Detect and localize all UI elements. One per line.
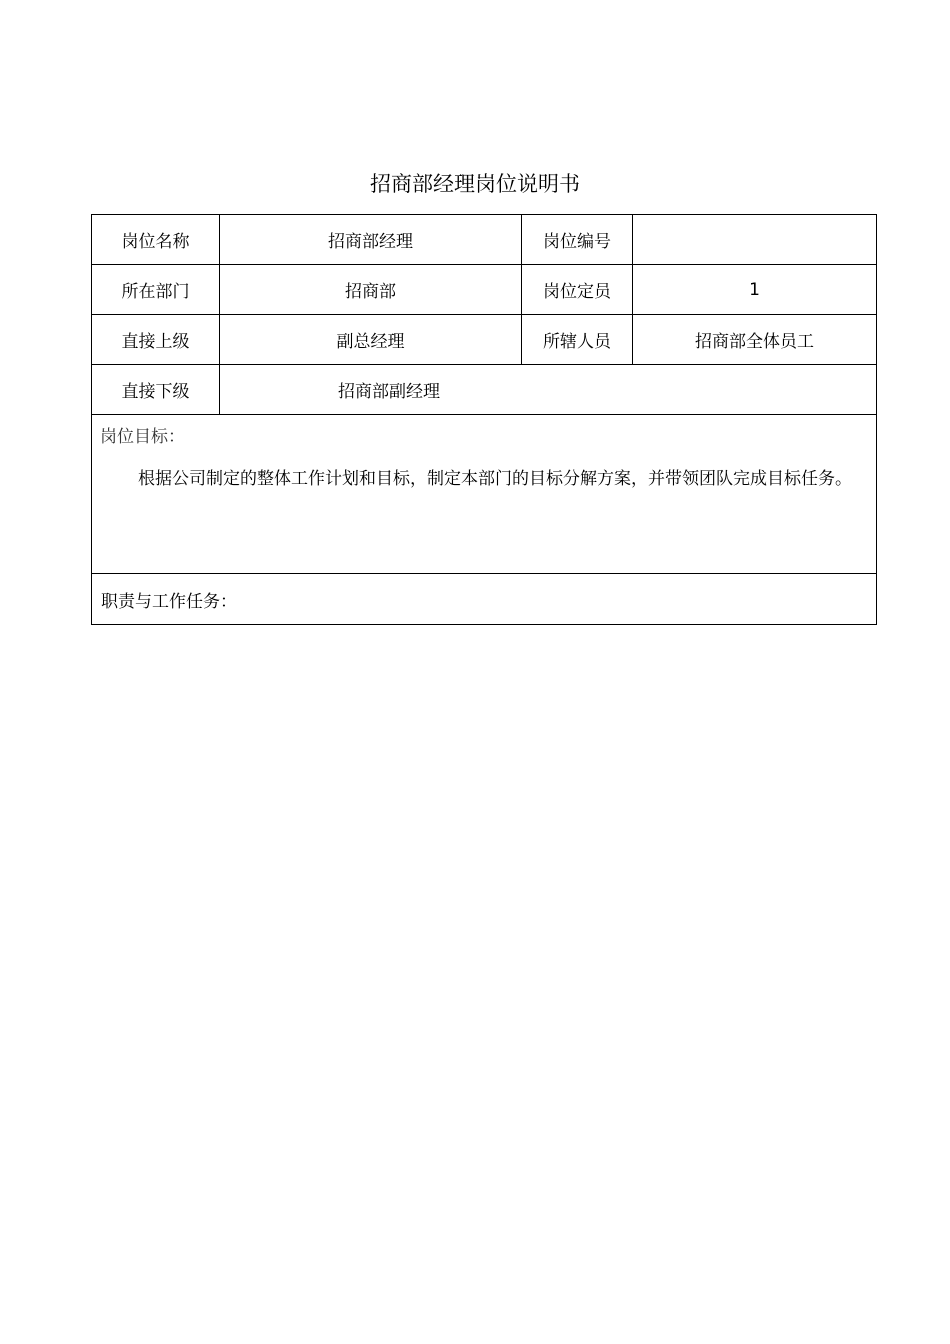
table-row xyxy=(92,574,877,625)
department-value: 招商部 xyxy=(220,265,522,315)
document-title: 招商部经理岗位说明书 xyxy=(370,172,580,196)
direct-subordinate-value: 招商部副经理 xyxy=(220,365,877,415)
direct-superior-value: 副总经理 xyxy=(220,315,522,365)
position-name-value: 招商部经理 xyxy=(220,215,522,265)
department-label: 所在部门 xyxy=(92,265,220,315)
headcount-value: 1 xyxy=(633,265,877,315)
headcount-label: 岗位定员 xyxy=(522,265,633,315)
position-number-label: 岗位编号 xyxy=(522,215,633,265)
position-goal-section xyxy=(92,415,877,574)
direct-superior-label: 直接上级 xyxy=(92,315,220,365)
position-name-label: 岗位名称 xyxy=(92,215,220,265)
table-row xyxy=(92,315,877,365)
direct-subordinate-label: 直接下级 xyxy=(92,365,220,415)
subordinate-staff-label: 所辖人员 xyxy=(522,315,633,365)
position-goal-text: 根据公司制定的整体工作计划和目标，制定本部门的目标分解方案，并带领团队完成目标任务。 xyxy=(138,469,852,489)
table-row xyxy=(92,415,877,574)
job-description-table xyxy=(91,214,877,625)
duties-heading: 职责与工作任务： xyxy=(92,574,877,625)
table-row xyxy=(92,265,877,315)
subordinate-staff-value: 招商部全体员工 xyxy=(633,315,877,365)
table-row xyxy=(92,365,877,415)
position-number-value xyxy=(633,215,877,265)
table-row xyxy=(92,215,877,265)
position-goal-heading: 岗位目标： xyxy=(100,427,185,447)
